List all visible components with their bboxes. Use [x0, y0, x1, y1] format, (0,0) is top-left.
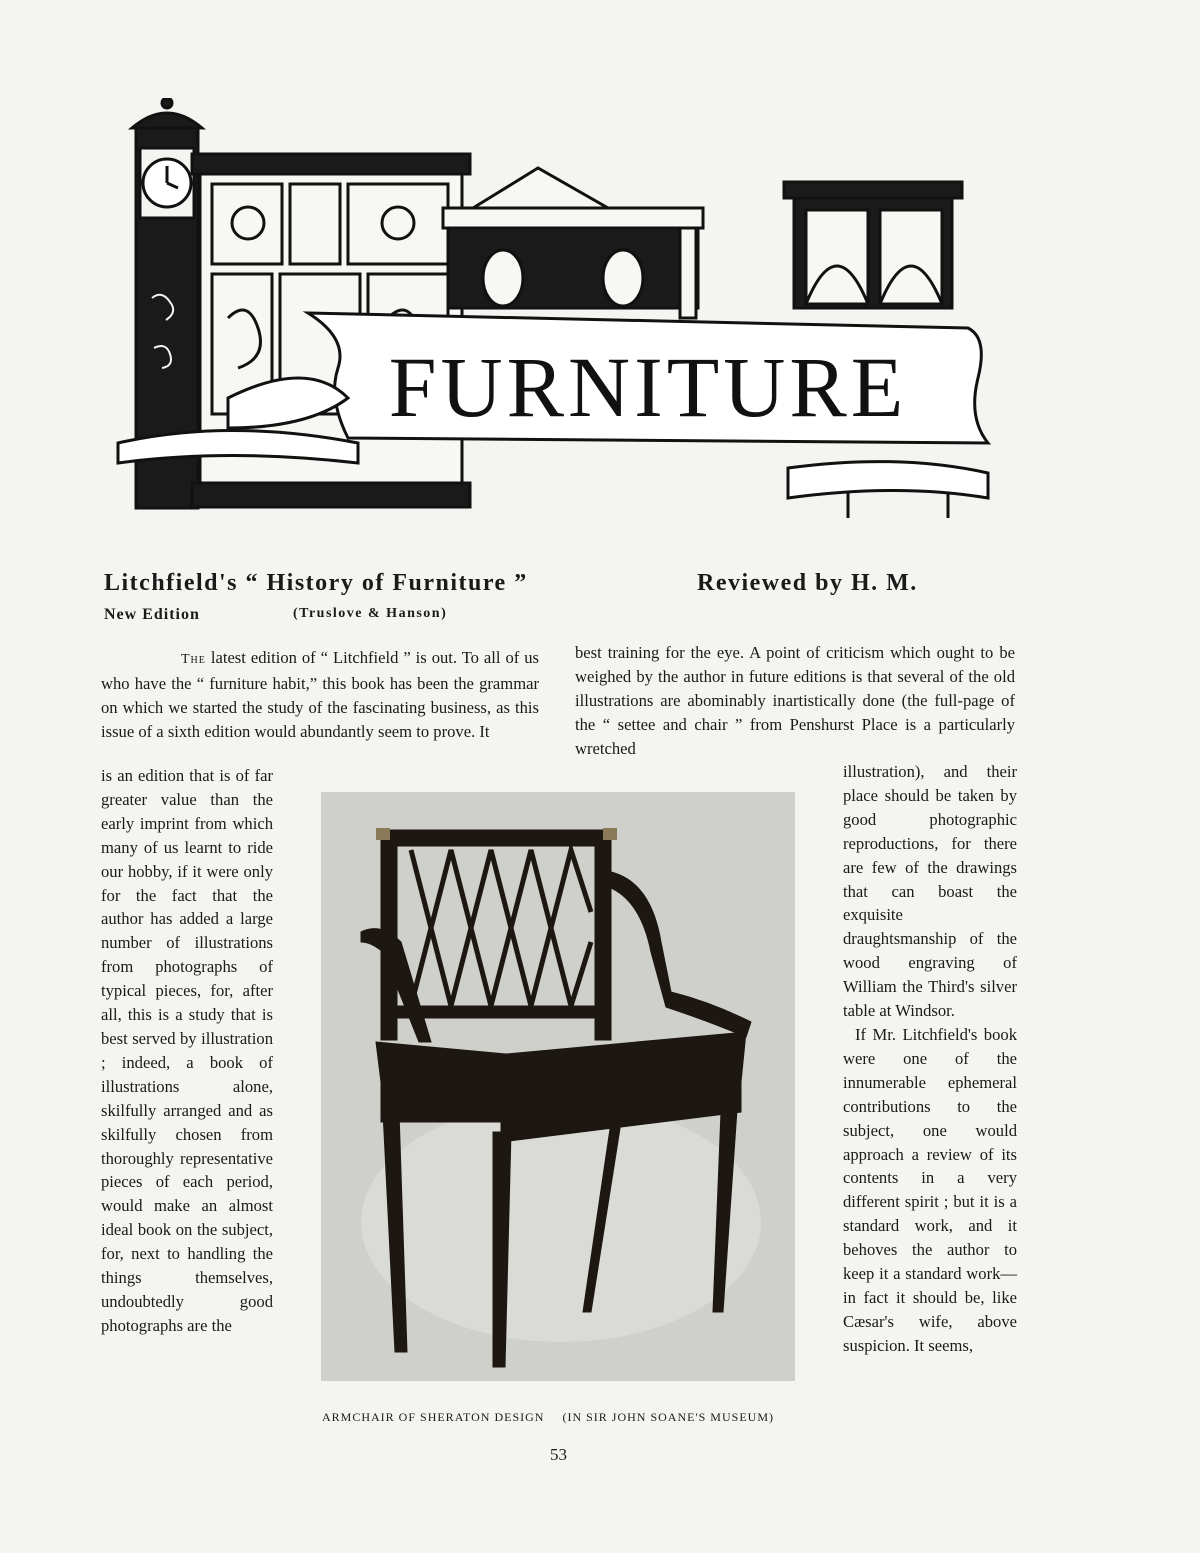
- page-number: 53: [550, 1445, 567, 1464]
- publisher-label: (Truslove & Hanson): [293, 606, 448, 621]
- body-column-left-narrow: [101, 764, 273, 1338]
- furniture-banner-illustration: [108, 98, 998, 530]
- banner-title: FURNITURE: [388, 339, 908, 435]
- body-column-right-top: [575, 641, 1015, 761]
- paragraph-1-top: latest edition of “ Litchfield ” is out. To all of us who have the “ furniture habit,” this book has been the grammar on which we started the study of the fascinating business, as this issue of a sixth edition would abundantly seem to prove. It: [101, 648, 540, 741]
- article-title: Litchfield's “ History of Furniture ”: [104, 570, 528, 596]
- dresser-illustration: [443, 168, 703, 318]
- paragraph-1-right-top: best training for the eye. A point of criticism which ought to be weighed by the author in future editions is that several of the old illustrations are abominably inartistically done (the full-page of the “ settee and chair ” from Penshurst Place is a particularly wretched: [575, 643, 1015, 758]
- paragraph-2: If Mr. Litchfield's book were one of the innumerable ephemeral contributions to the subject, one would approach a review of its contents in a very different spirit ; but it is a standard work, and it behoves the author to keep it a standard work—in fact it should be, like Cæsar's wife, above suspicion. It seems,: [843, 1024, 1017, 1355]
- figure-caption: [322, 1410, 812, 1425]
- body-column-left-top: [101, 646, 539, 744]
- drop-word: The: [181, 652, 206, 667]
- caption-location: (IN SIR JOHN SOANE'S MUSEUM): [562, 1410, 774, 1424]
- caption-title: ARMCHAIR OF SHERATON DESIGN: [322, 1410, 545, 1424]
- body-column-right-narrow: [843, 760, 1017, 1358]
- paragraph-1-right-narrow: illustration), and their place should be taken by good photographic reproductions, for there are few of the drawings that can boast the exquisite draughtsmanship of the wood engraving of William the Third's silver table at Windsor.: [843, 762, 1017, 1021]
- article-byline: Reviewed by H. M.: [697, 570, 918, 596]
- edition-label: New Edition: [104, 606, 200, 623]
- armchair-photograph: [321, 792, 795, 1381]
- paragraph-1-narrow: is an edition that is of far greater value than the early imprint from which many of us learnt to ride our hobby, if it were only for the fact that the author has added a large number of illustrations from photographs of typical pieces, for, after all, this is a study that is best served by illustration ; indeed, a book of illustrations alone, skilfully arranged and as skilfully chosen from thoroughly representative pieces of each period, would make an almost ideal book on the subject, for, next to handling the things themselves, undoubtedly good photographs are the: [101, 766, 273, 1335]
